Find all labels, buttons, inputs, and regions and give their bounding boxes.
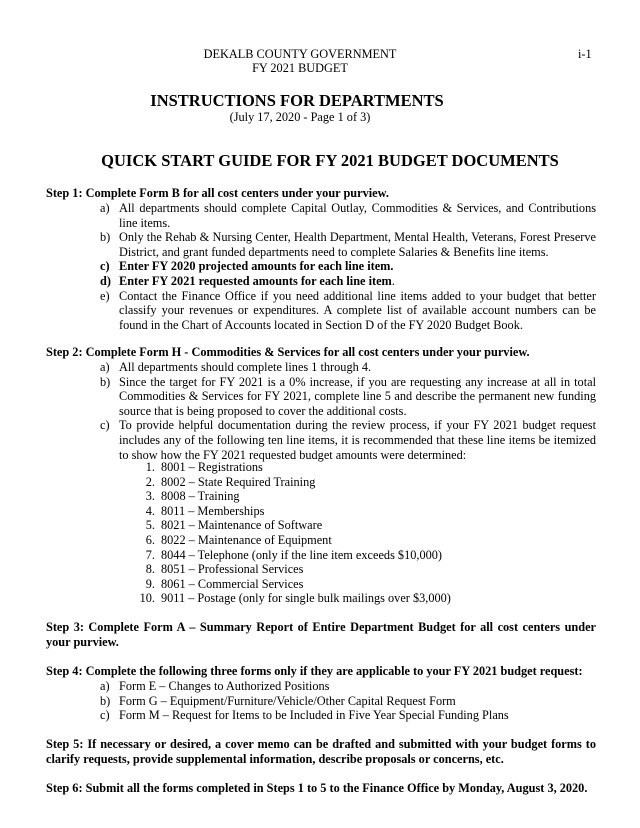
list-item: b) Only the Rehab & Nursing Center, Health Department, Mental Health, Veterans, Forest Preserve District, and grant funded departments need to complete Salaries & Benefits line items. — [100, 230, 596, 259]
step1-list — [100, 201, 596, 332]
page-subtitle: (July 17, 2020 - Page 1 of 3) — [229, 110, 371, 124]
list-item: 9. 8061 – Commercial Services — [145, 576, 304, 591]
list-item: a) All departments should complete lines 1 through 4. — [100, 360, 372, 374]
list-item: 6. 8022 – Maintenance of Equipment — [145, 532, 332, 547]
page-id: i-1 — [578, 47, 592, 61]
list-item: 7. 8044 – Telephone (only if the line item exceeds $10,000) — [145, 547, 442, 562]
list-item: 10. 9011 – Postage (only for single bulk mailings over $3,000) — [139, 591, 451, 606]
step5-heading: Step 5: If necessary or desired, a cover memo can be drafted and submitted with your budget forms to clarify requests, provide supplemental information, describe proposals or concerns, etc. — [46, 737, 596, 766]
list-item: 5. 8021 – Maintenance of Software — [145, 518, 323, 533]
header-budget: FY 2021 BUDGET — [252, 61, 348, 75]
step4-heading: Step 4: Complete the following three forms only if they are applicable to your FY 2021 budget request: — [46, 664, 583, 678]
list-item: 2. 8002 – State Required Training — [145, 474, 316, 489]
list-item: c) Form M – Request for Items to be Included in Five Year Special Funding Plans — [100, 708, 509, 723]
list-item: c) Enter FY 2020 projected amounts for each line item. — [100, 259, 394, 274]
list-item: a) All departments should complete Capital Outlay, Commodities & Services, and Contributions line items. — [100, 201, 596, 230]
list-item: b) Form G – Equipment/Furniture/Vehicle/Other Capital Request Form — [100, 693, 456, 708]
step4-list — [100, 679, 596, 723]
list-item: c) To provide helpful documentation during the review process, if your FY 2021 budget request includes any of the following ten line items, it is recommended that these line items be itemized to show how the FY 2021 requested budget amounts were determined: — [100, 418, 596, 462]
step2-heading: Step 2: Complete Form H - Commodities & Services for all cost centers under your purview. — [46, 345, 530, 359]
guide-title: QUICK START GUIDE FOR FY 2021 BUDGET DOCUMENTS — [101, 151, 559, 170]
page-title: INSTRUCTIONS FOR DEPARTMENTS — [150, 91, 444, 110]
step2-list — [100, 360, 596, 462]
list-item: a) Form E – Changes to Authorized Positions — [100, 679, 330, 693]
list-item: d) Enter FY 2021 requested amounts for each line item. — [100, 273, 395, 288]
list-item: b) Since the target for FY 2021 is a 0% increase, if you are requesting any increase at all in total Commodities & Services for FY 2021, complete line 5 and describe the permanent new funding source that is being proposed to cover the additional costs. — [100, 374, 596, 418]
step3-heading: Step 3: Complete Form A – Summary Report of Entire Department Budget for all cost centers under your purview. — [46, 620, 596, 649]
step2-numbered-list — [133, 460, 451, 606]
list-item: 1. 8001 – Registrations — [145, 460, 263, 474]
list-item: e) Contact the Finance Office if you need additional line items added to your budget that better classify your revenues or expenditures. A complete list of available account numbers can be found in the Chart of Accounts located in Section D of the FY 2020 Budget Book. — [100, 288, 596, 332]
step1-heading: Step 1: Complete Form B for all cost centers under your purview. — [46, 186, 389, 200]
list-item: 8. 8051 – Professional Services — [145, 562, 304, 577]
list-item: 4. 8011 – Memberships — [145, 503, 265, 518]
header-org: DEKALB COUNTY GOVERNMENT — [203, 47, 397, 61]
step6-heading: Step 6: Submit all the forms completed in Steps 1 to 5 to the Finance Office by Monday, August 3, 2020. — [46, 781, 588, 795]
list-item: 3. 8008 – Training — [145, 489, 240, 504]
